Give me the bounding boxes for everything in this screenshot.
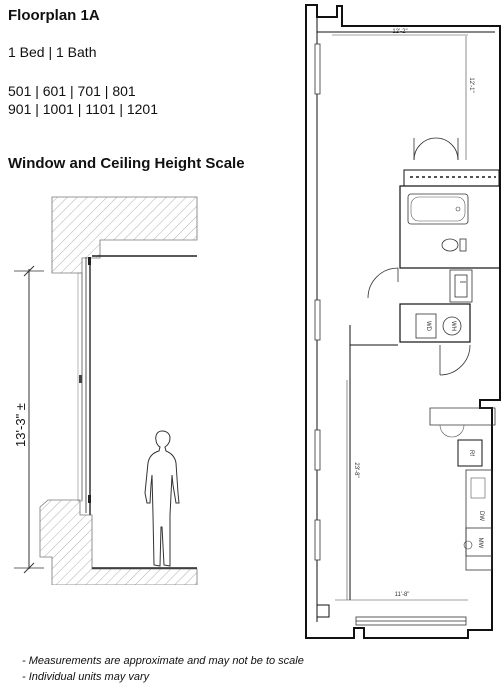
living-depth-dimension: 23'-8" <box>353 462 359 478</box>
laundry-closet <box>400 304 470 342</box>
bed-bath-summary: 1 Bed | 1 Bath <box>8 44 97 60</box>
washer-dryer-label: WD <box>425 321 431 331</box>
water-heater-label: WH <box>450 321 456 331</box>
entry-door <box>440 345 470 375</box>
bedroom-width-dimension: 12'-2" <box>392 29 408 35</box>
microwave-label: MW <box>477 537 483 549</box>
human-figure-silhouette <box>145 431 179 566</box>
floorplan-title: Floorplan 1A <box>8 7 100 24</box>
scale-section-heading: Window and Ceiling Height Scale <box>8 155 245 172</box>
floor-slab <box>40 500 197 585</box>
window-ceiling-section-drawing <box>0 185 280 585</box>
window-frame <box>78 257 91 515</box>
height-dimension-label: 13'-3" ± <box>13 403 28 447</box>
floorplan-drawing <box>290 0 504 640</box>
closet-doors <box>414 138 458 160</box>
unit-numbers-line-1: 501 | 601 | 701 | 801 <box>8 83 136 99</box>
kitchen-sink-counter <box>430 408 495 425</box>
note-units-vary: - Individual units may vary <box>22 671 150 683</box>
refrigerator-label: Rf <box>468 450 474 456</box>
note-approximate-measurements: - Measurements are approximate and may not be to scale <box>22 655 304 667</box>
bathtub <box>408 194 468 224</box>
exterior-wall-outline <box>306 5 500 638</box>
living-width-dimension: 11'-8" <box>394 592 410 598</box>
bathroom-door <box>368 268 398 298</box>
toilet <box>442 239 466 251</box>
dishwasher-label: DW <box>478 511 484 521</box>
ceiling-slab <box>52 197 197 273</box>
unit-numbers-line-2: 901 | 1001 | 1101 | 1201 <box>8 101 159 117</box>
bedroom-depth-dimension: 12'-1" <box>468 77 474 93</box>
bottom-windows <box>356 617 466 625</box>
vanity-sink <box>450 270 472 302</box>
